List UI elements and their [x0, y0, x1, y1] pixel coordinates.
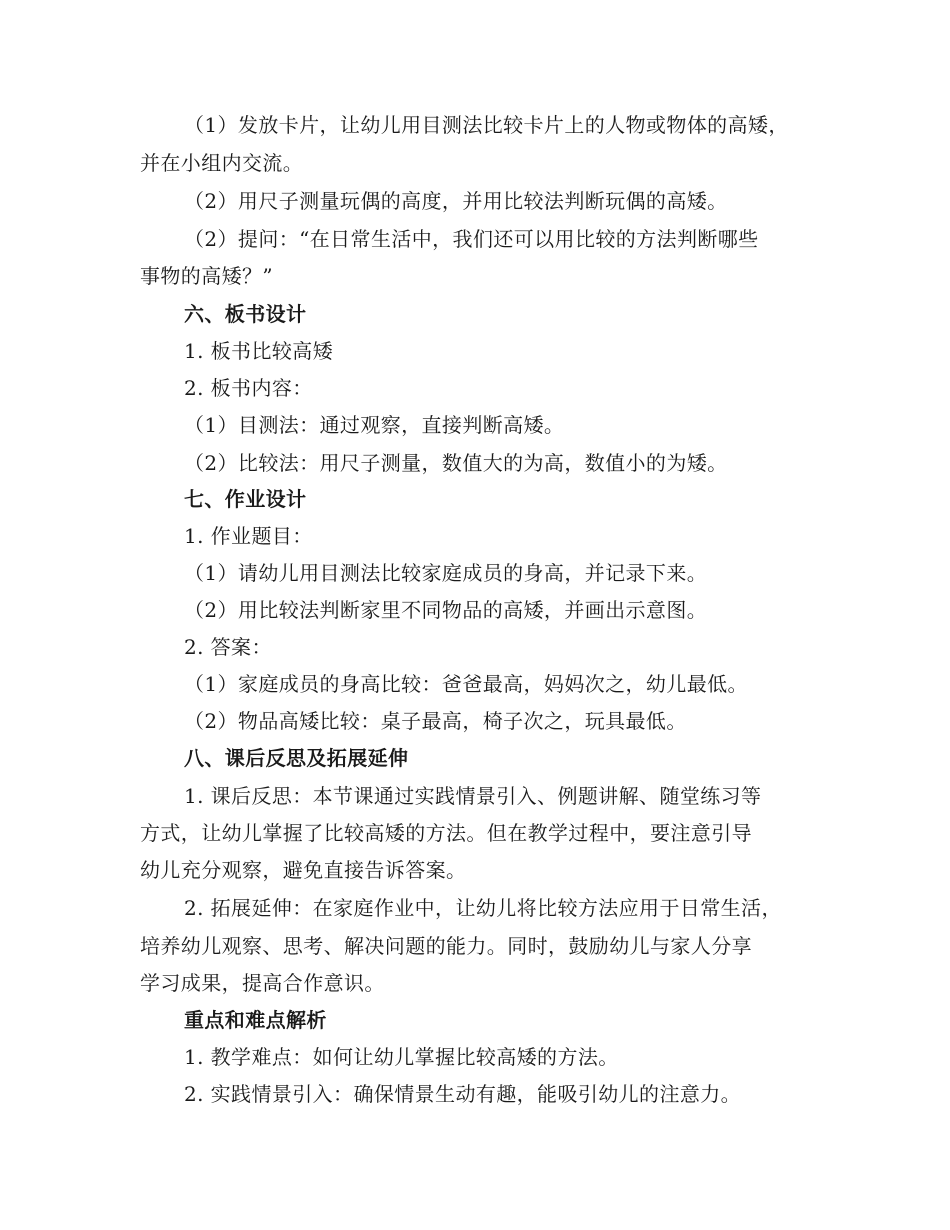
paragraph-line: 2. 拓展延伸：在家庭作业中，让幼儿将比较方法应用于日常生活，: [184, 896, 782, 920]
list-item: （1）请幼儿用目测法比较家庭成员的身高，并记录下来。: [184, 561, 708, 585]
list-item: （2）物品高矮比较：桌子最高，椅子次之，玩具最低。: [184, 709, 687, 733]
paragraph-line: 培养幼儿观察、思考、解决问题的能力。同时，鼓励幼儿与家人分享: [140, 934, 752, 958]
paragraph-line: （2）提问：“在日常生活中，我们还可以用比较的方法判断哪些: [184, 227, 759, 251]
section-heading: 重点和难点解析: [184, 1008, 327, 1032]
paragraph-line: 事物的高矮？”: [140, 264, 274, 288]
paragraph-line: （2）用尺子测量玩偶的高度，并用比较法判断玩偶的高矮。: [184, 189, 728, 213]
paragraph-line: 并在小组内交流。: [140, 151, 304, 175]
paragraph-line: （1）发放卡片，让幼儿用目测法比较卡片上的人物或物体的高矮，: [184, 113, 789, 137]
list-item: 1. 教学难点：如何让幼儿掌握比较高矮的方法。: [184, 1045, 619, 1069]
list-item: （2）用比较法判断家里不同物品的高矮，并画出示意图。: [184, 598, 708, 622]
list-item: （1）家庭成员的身高比较：爸爸最高，妈妈次之，幼儿最低。: [184, 672, 748, 696]
list-item: （2）比较法：用尺子测量，数值大的为高，数值小的为矮。: [184, 451, 728, 475]
list-item: 1. 作业题目：: [184, 524, 313, 548]
section-heading: 八、课后反思及拓展延伸: [184, 746, 409, 770]
list-item: 2. 答案：: [184, 635, 272, 659]
paragraph-line: 方式，让幼儿掌握了比较高矮的方法。但在教学过程中，要注意引导: [140, 821, 752, 845]
section-heading: 七、作业设计: [184, 487, 307, 511]
paragraph-line: 幼儿充分观察，避免直接告诉答案。: [140, 858, 467, 882]
paragraph-line: 1. 课后反思：本节课通过实践情景引入、例题讲解、随堂练习等: [184, 784, 762, 808]
section-heading: 六、板书设计: [184, 302, 307, 326]
list-item: 1. 板书比较高矮: [184, 339, 334, 363]
list-item: 2. 实践情景引入：确保情景生动有趣，能吸引幼儿的注意力。: [184, 1082, 742, 1106]
paragraph-line: 学习成果，提高合作意识。: [140, 971, 385, 995]
list-item: 2. 板书内容：: [184, 376, 313, 400]
list-item: （1）目测法：通过观察，直接判断高矮。: [184, 413, 565, 437]
